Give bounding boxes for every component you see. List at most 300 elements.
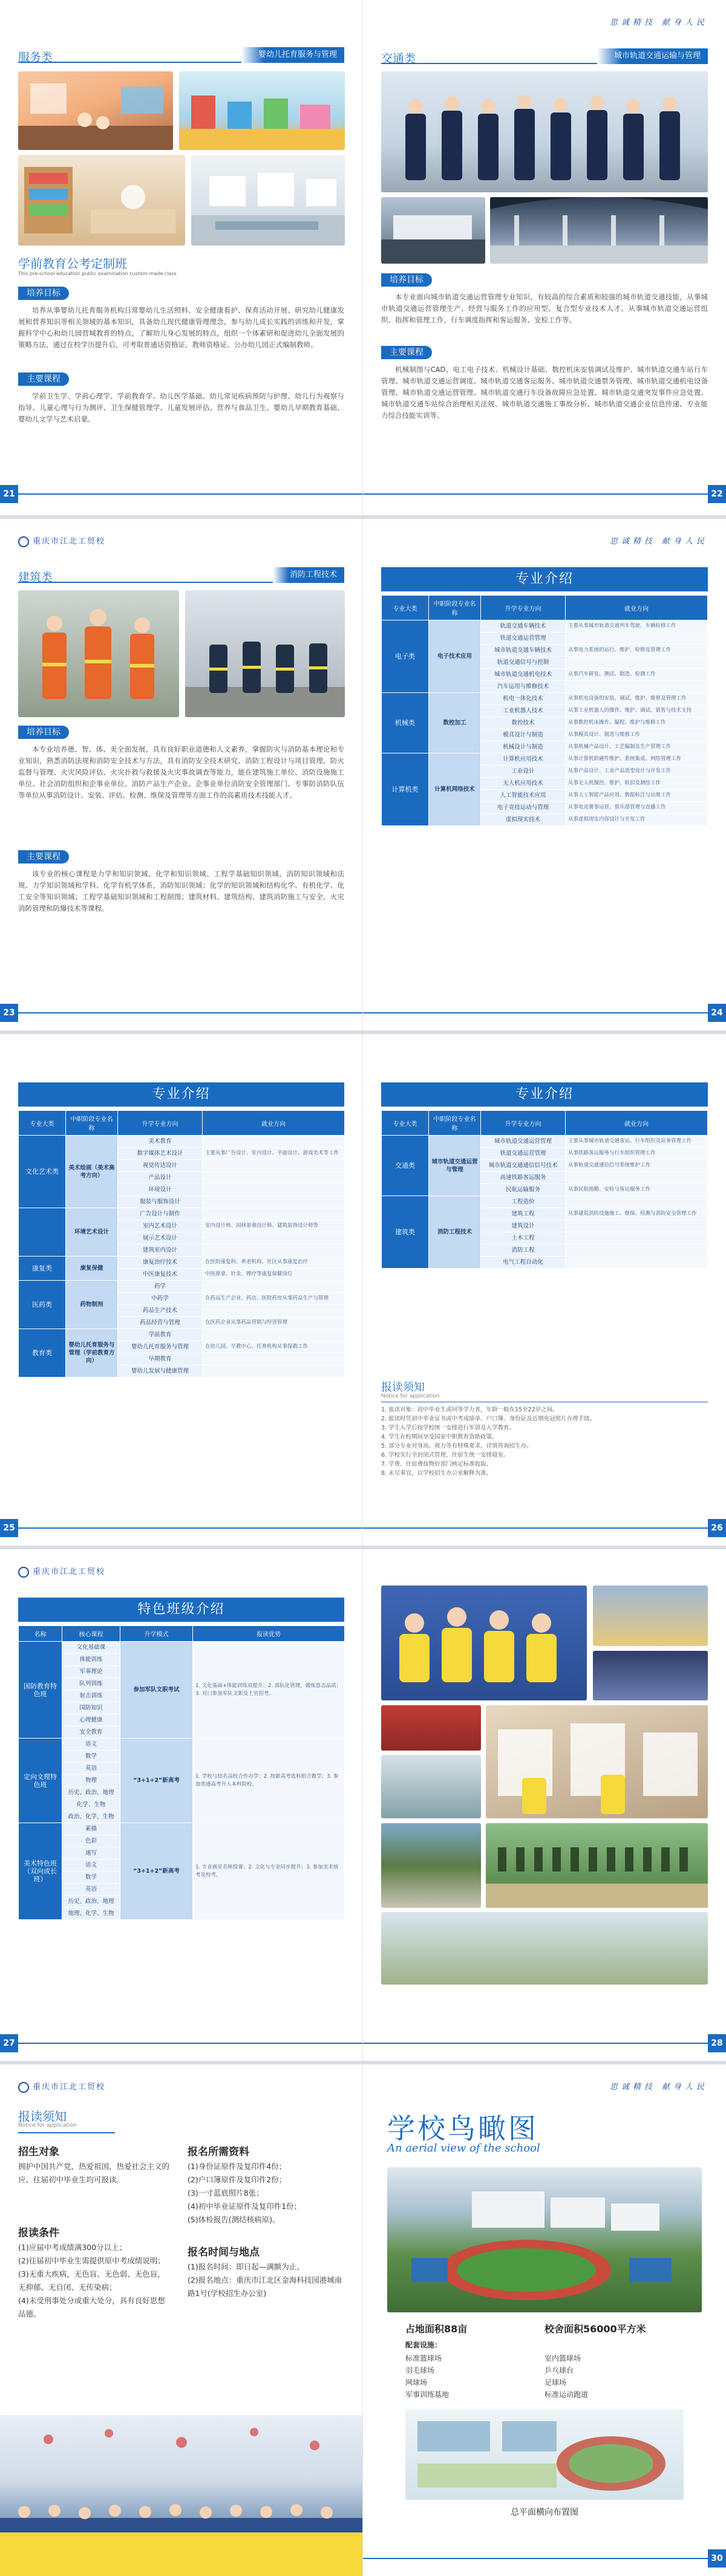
spread-25-26 xyxy=(0,1030,726,1546)
course-cell: 文化基础课 xyxy=(62,1642,120,1654)
table-row xyxy=(19,1136,345,1148)
course-text: 该专业的核心课程是力学和知识领域、化学和知识领域、工程学基础知识领域、消防知识领域和法规、力学知识领域和学科、化学有机学体系，消防知识领域；化学的知识领域和结构化学、有机化学、化工安全等知识领域；工程学基础知识领域和工程制图；建筑材料、建筑结构、建筑消防施工与安全、火灾消防管理和防爆技术等课程。 xyxy=(18,870,344,912)
school-motto: 思诚精技 献身人民 xyxy=(609,537,708,546)
job-cell: 从事模具设计、制造与维修工作 xyxy=(566,729,708,741)
job-cell: 从事无人机操控、维护、航拍及测绘工作 xyxy=(566,778,708,790)
course-heading: 主要课程 xyxy=(381,346,432,359)
notice-subtitle: Notice for application xyxy=(381,1393,440,1399)
course-cell: 军事理论 xyxy=(62,1666,120,1678)
fire-drill-photo xyxy=(185,590,345,717)
military-training-photo xyxy=(381,1823,481,1908)
job-cell xyxy=(203,1365,345,1377)
school-logo xyxy=(18,535,105,547)
art-class-illustration xyxy=(486,1705,708,1818)
job-cell xyxy=(203,1281,345,1293)
notice-subtitle: Notice for application xyxy=(18,2122,77,2129)
direction-cell: 数字媒体艺术设计 xyxy=(118,1148,203,1160)
class-name-cell: 国防教育特色班 xyxy=(19,1642,62,1738)
bottom-rule xyxy=(363,2558,708,2559)
drill-formation-photo xyxy=(486,1823,708,1908)
col-header: 名称 xyxy=(19,1626,62,1642)
school-name: 重庆市江北工贸校 xyxy=(33,537,106,546)
enroll-heading: 招生对象 xyxy=(18,2146,59,2158)
job-cell xyxy=(203,1329,345,1341)
spread-23-24 xyxy=(0,515,726,1030)
page-25 xyxy=(0,1034,363,1546)
job-cell xyxy=(566,1220,708,1232)
job-cell xyxy=(566,681,708,693)
course-cell: 色彩 xyxy=(62,1835,120,1847)
course-cell: 物理 xyxy=(62,1775,120,1787)
col-header: 升学专业方向 xyxy=(481,596,566,620)
direction-cell: 电子竞技运动与管理 xyxy=(481,802,566,814)
col-header: 就业方向 xyxy=(203,1111,345,1136)
site-plan-label: 总平面横向布置图 xyxy=(511,2508,578,2517)
table-row xyxy=(19,1642,345,1654)
art-room-illustration xyxy=(191,155,345,246)
slogan-subtitle: This pre-school education public examination custom-made class xyxy=(18,271,177,276)
bottom-rule xyxy=(18,1527,362,1529)
course-text: 学前卫生学、学前心理学、学前教育学、幼儿医学基础、幼儿常见疾病预防与护理、幼儿行为观察与指导、儿童心理与行为测评、卫生保健管理学、儿童发展评估、营养与食品卫生、婴幼儿早期教育基础、婴幼儿文学与艺术启蒙。 xyxy=(18,392,344,423)
condition-item: (1)应届中考成绩满300分以上； xyxy=(18,2243,127,2252)
page-number: 22 xyxy=(708,485,726,503)
job-cell xyxy=(566,657,708,669)
job-cell xyxy=(203,1353,345,1365)
category-cell: 机械类 xyxy=(382,693,429,753)
course-cell: 射击训练 xyxy=(62,1690,120,1702)
direction-cell: 环境设计 xyxy=(118,1184,203,1196)
direction-cell: 铁道交通运营管理 xyxy=(481,1148,566,1160)
job-cell xyxy=(203,1172,345,1184)
page-30 xyxy=(363,2064,726,2576)
facility-item: 羽毛球场 xyxy=(405,2366,435,2375)
bottom-rule xyxy=(18,2043,362,2044)
direction-cell: 轨道交通信号与控制 xyxy=(481,657,566,669)
col-header: 就业方向 xyxy=(566,1111,708,1136)
direction-cell: 药品生产技术 xyxy=(118,1305,203,1317)
job-cell: 从事产品设计、工业产品造型设计与开发工作 xyxy=(566,766,708,778)
table-row xyxy=(19,1823,345,1835)
major-table xyxy=(381,595,708,826)
condition-item: (2)往届初中毕业生需提供原中考成绩说明； xyxy=(18,2256,165,2265)
job-cell xyxy=(203,1160,345,1172)
major-cell: 电子技术应用 xyxy=(429,620,481,693)
students-group-photo xyxy=(381,1586,587,1700)
direction-cell: 城市轨道交通机电技术 xyxy=(481,669,566,681)
page-22 xyxy=(363,0,726,515)
direction-cell: 中医康复技术 xyxy=(118,1269,203,1281)
job-cell: 室内设计师、园林景观设计师、建筑装饰设计师等 xyxy=(203,1220,345,1232)
table-title: 特色班级介绍 xyxy=(18,1598,344,1622)
documents-item: (1)身份证原件及复印件4份； xyxy=(188,2162,287,2171)
lecture-photo xyxy=(381,1755,481,1818)
class-name-cell: 美术特色班（双向成长班） xyxy=(19,1823,62,1920)
table-title: 专业介绍 xyxy=(381,567,708,591)
course-cell: 历史、政治、地理 xyxy=(62,1896,120,1908)
job-cell xyxy=(203,1184,345,1196)
job-cell xyxy=(203,1232,345,1244)
notice-item: 2. 报读时凭初中毕业证书或中考成绩单、户口簿、身份证及近期免冠照片办理手续。 xyxy=(381,1416,596,1422)
uniform-staff-photo xyxy=(381,71,708,192)
job-cell: 从事人工智能产品应用、数据标注与运维工作 xyxy=(566,790,708,802)
job-cell: 在医药企业从事药品营销与经营管理 xyxy=(203,1317,345,1329)
job-cell: 从事电力系统的运行、维护、检修及管理工作 xyxy=(566,645,708,657)
category-cell: 交通类 xyxy=(382,1136,429,1196)
job-cell xyxy=(566,633,708,645)
goal-heading: 培养目标 xyxy=(381,273,432,287)
direction-cell: 人工智能技术应用 xyxy=(481,790,566,802)
notice-item: 6. 学校实行全封闭式管理，住宿生统一安排寝室。 xyxy=(381,1452,509,1459)
documents-item: (2)户口簿原件及复印件2份； xyxy=(188,2175,287,2184)
spread-21-22 xyxy=(0,0,726,515)
direction-cell: 美术教育 xyxy=(118,1136,203,1148)
direction-cell: 婴幼儿发展与健康管理 xyxy=(118,1365,203,1377)
section-tag: 婴幼儿托育服务与管理 xyxy=(241,47,344,63)
table-row xyxy=(19,1208,345,1220)
major-cell: 美术绘画（美术高考方向） xyxy=(66,1136,118,1208)
facilities-heading: 配套设施： xyxy=(405,2341,442,2349)
page-23 xyxy=(0,519,363,1030)
graduation-crowd-photo xyxy=(0,2415,363,2576)
school-motto: 思诚精技 献身人民 xyxy=(609,2083,708,2092)
table-body xyxy=(19,1136,345,1377)
facility-item: 乒乓球台 xyxy=(544,2366,574,2375)
school-motto: 思诚精技 献身人民 xyxy=(609,18,708,27)
art-room-photo xyxy=(191,155,345,246)
facility-item: 室内篮球场 xyxy=(544,2354,581,2363)
section-bar xyxy=(18,567,344,583)
major-cell: 康复保健 xyxy=(66,1257,118,1281)
direction-cell: 电气工程自动化 xyxy=(481,1257,566,1269)
time-place-item: (2)报名地点：重庆市江北区金海科技园港城南路1号(学校招生办公室) xyxy=(188,2275,342,2298)
direction-cell: 数控技术 xyxy=(481,717,566,729)
major-cell: 计算机网络技术 xyxy=(429,753,481,826)
bottom-rule xyxy=(18,493,362,495)
goal-text: 培养从事婴幼儿托育服务机构日常婴幼儿生活照料、安全健康看护、保育活动开展、研究幼儿健康发展和营养知识等相关领域的基本知识，具备幼儿现代健康管理理念，参与幼儿成长实践的训练和开发，掌握科学中心和幼儿园营城教育的特点，了解幼儿身心发展的特点，组织一个体素研和促进幼儿全面发展的策略方法，通过在校学历提升后，可考取普通话资格证、教师资格证、公办幼儿园正式编制教师。 xyxy=(18,306,344,349)
category-cell: 文化艺术类 xyxy=(19,1136,66,1208)
advantage-cell: 1. 学校与知名高校合作办学；2. 按新高考选科组合教学；3. 参加普通高考升入本科院校。 xyxy=(193,1738,345,1823)
notice-item: 1. 报读对象：初中毕业生或同等学力者，年龄一般在15至22岁之间。 xyxy=(381,1407,558,1413)
goal-heading: 培养目标 xyxy=(18,726,69,739)
advantage-cell: 1. 专业画室名师授课；2. 文化与专业同步提升；3. 参加美术统考及校考。 xyxy=(193,1823,345,1920)
course-cell: 地理、化学、生物 xyxy=(62,1908,120,1920)
course-heading: 主要课程 xyxy=(18,372,69,386)
condition-item: (3)无重大疾病，无色盲、无色弱、无色盲，无抑郁、无自闭、无传染病； xyxy=(18,2269,165,2292)
page-21 xyxy=(0,0,363,515)
direction-cell: 视觉传达设计 xyxy=(118,1160,203,1172)
course-cell: 英语 xyxy=(62,1884,120,1896)
job-cell: 在幼儿园、早教中心、托育机构从事保教工作 xyxy=(203,1341,345,1353)
enroll-text: 拥护中国共产党，热爱祖国，热爱社会主义的应、往届初中毕业生均可报读。 xyxy=(18,2162,170,2184)
page-24 xyxy=(363,519,726,1030)
course-text: 机械制图与CAD、电工电子技术、机械设计基础、数控机床安装调试及维护、城市轨道交通车站行车管理、城市轨道交通运营调度、城市轨道交通客运服务、城市轨道交通票务管理、城市轨道交通机电设备管理、城市轨道交通运营管理、城市轨道交通行车设备故障应急处置、城市轨道交通突发事件应急处置、城市轨道交通车站综合治理相关法规、城市轨道交通施工事故分析、城市轨道交通企业信息传递、专业能力综合技能实训等。 xyxy=(381,365,708,420)
school-name: 重庆市江北工贸校 xyxy=(33,1567,106,1576)
job-cell: 从事轨道交通通信信号系统维护工作 xyxy=(566,1160,708,1172)
facilities-left-list xyxy=(405,2352,449,2401)
firefighters-training-photo xyxy=(18,590,179,717)
col-header: 中职阶段专业名称 xyxy=(429,596,481,620)
facility-item: 足球场 xyxy=(544,2378,567,2387)
job-cell: 从事建筑消防设施施工、维保、检测与消防安全管理工作 xyxy=(566,1208,708,1220)
area-building: 校舍面积56000平方米 xyxy=(544,2323,646,2335)
aerial-subtitle: An aerial view of the school xyxy=(387,2142,540,2155)
page-28 xyxy=(363,1549,726,2061)
job-cell: 主要从事城市轨道交通列车驾驶、车辆检修工作 xyxy=(566,620,708,633)
direction-cell: 婴幼儿托育服务与管理 xyxy=(118,1341,203,1353)
course-cell: 英语 xyxy=(62,1763,120,1775)
direction-cell: 土木工程 xyxy=(481,1232,566,1244)
col-header: 专业大类 xyxy=(382,1111,429,1136)
table-row xyxy=(19,1329,345,1341)
col-header: 专业大类 xyxy=(19,1111,66,1136)
bottom-rule xyxy=(18,1012,362,1013)
school-seal-icon xyxy=(18,1567,29,1578)
notice-title: 报读须知 xyxy=(18,2109,67,2124)
direction-cell: 学前教育 xyxy=(118,1329,203,1341)
course-cell: 语文 xyxy=(62,1859,120,1872)
direction-cell: 康复治疗技术 xyxy=(118,1257,203,1269)
classroom-illustration xyxy=(18,71,173,150)
platform-illustration xyxy=(381,197,485,264)
page-number: 23 xyxy=(0,1004,18,1022)
major-table xyxy=(18,1110,345,1377)
col-header: 中职阶段专业名称 xyxy=(429,1111,481,1136)
slogan-title: 学前教育公考定制班 xyxy=(18,256,127,271)
table-body xyxy=(382,1136,708,1269)
site-plan-illustration xyxy=(405,2409,684,2500)
direction-cell: 工程造价 xyxy=(481,1196,566,1208)
job-cell xyxy=(566,1244,708,1257)
flag-raising-photo xyxy=(381,1705,481,1751)
section-title: 建筑类 xyxy=(18,571,53,584)
table-row xyxy=(19,1281,345,1293)
staff-illustration xyxy=(381,71,708,192)
playroom-photo xyxy=(179,71,345,150)
documents-heading: 报名所需资料 xyxy=(188,2146,249,2158)
mode-cell: “3+1+2”新高考 xyxy=(120,1738,193,1823)
class-activity-photo xyxy=(593,1586,708,1646)
job-cell: 中医推拿、针灸、理疗等康复保健岗位 xyxy=(203,1269,345,1281)
camp-photo xyxy=(381,1912,708,1985)
bottom-rule xyxy=(363,1527,708,1529)
page-27 xyxy=(0,1549,363,2061)
section-tag: 消防工程技术 xyxy=(273,567,344,583)
job-cell: 从事铁路客运服务与行车组织管理工作 xyxy=(566,1148,708,1160)
table-header xyxy=(382,596,708,620)
table-row xyxy=(19,1738,345,1751)
major-cell: 消防工程技术 xyxy=(429,1196,481,1269)
course-cell: 历史、政治、地理 xyxy=(62,1787,120,1799)
direction-cell: 建筑室内设计 xyxy=(118,1244,203,1257)
notice-rule xyxy=(18,2132,115,2133)
direction-cell: 早期教育 xyxy=(118,1353,203,1365)
job-cell xyxy=(566,1196,708,1208)
page-26 xyxy=(363,1034,726,1546)
fire-drill-illustration xyxy=(185,590,345,717)
table-header xyxy=(382,1111,708,1136)
direction-cell: 产品设计 xyxy=(118,1172,203,1184)
table-row xyxy=(19,1257,345,1269)
table-row xyxy=(382,1196,708,1208)
facilities-right-list xyxy=(544,2352,588,2401)
course-cell: 心理健康 xyxy=(62,1714,120,1726)
course-cell: 化学、生物 xyxy=(62,1799,120,1811)
direction-cell: 药学 xyxy=(118,1281,203,1293)
direction-cell: 城市轨道交通通信信号技术 xyxy=(481,1160,566,1172)
firefighters-illustration xyxy=(18,590,179,717)
site-plan-image xyxy=(405,2409,684,2500)
direction-cell: 模具设计与制造 xyxy=(481,729,566,741)
table-row xyxy=(382,693,708,705)
students-illustration xyxy=(381,1586,587,1700)
facility-item: 军事训练基地 xyxy=(405,2390,450,2399)
table-row xyxy=(382,620,708,633)
col-header: 报读优势 xyxy=(193,1626,345,1642)
page-number: 30 xyxy=(708,2549,726,2568)
direction-cell: 消防工程 xyxy=(481,1244,566,1257)
page-number: 28 xyxy=(708,2034,726,2052)
notice-item: 7. 学费、住宿费按物价部门核定标准收取。 xyxy=(381,1461,492,1468)
direction-cell: 工业设计 xyxy=(481,766,566,778)
job-cell: 从事民航地勤、安检与客运服务工作 xyxy=(566,1184,708,1196)
job-cell: 从事计算机软硬件维护、系统集成、网络管理工作 xyxy=(566,753,708,766)
job-cell xyxy=(203,1244,345,1257)
table-row xyxy=(382,753,708,766)
col-header: 核心课程 xyxy=(62,1626,120,1642)
job-cell: 从事数控机床操作、编程、维护与维修工作 xyxy=(566,717,708,729)
job-cell: 从事机械产品设计、工艺编制及生产管理工作 xyxy=(566,741,708,753)
job-cell: 从事机电设备的安装、调试、维护、维修及管理工作 xyxy=(566,693,708,705)
direction-cell: 服装与服饰设计 xyxy=(118,1196,203,1208)
page-number: 27 xyxy=(0,2034,18,2052)
feature-class-table xyxy=(18,1625,345,1920)
table-header xyxy=(19,1111,345,1136)
table-row xyxy=(382,1136,708,1148)
job-cell: 从事虚拟现实内容设计与开发工作 xyxy=(566,814,708,826)
job-cell: 在药品生产企业、药店、医院药房从事药品生产与管理 xyxy=(203,1293,345,1305)
playroom-illustration xyxy=(179,71,345,150)
table-body xyxy=(382,620,708,826)
direction-cell: 广告设计与制作 xyxy=(118,1208,203,1220)
condition-item: (4)未受刑事处分或重大处分，具有良好思想品德。 xyxy=(18,2296,165,2318)
job-cell: 主要从事广告设计、室内设计、平面设计、游戏美术等工作 xyxy=(203,1148,345,1160)
notice-item: 8. 未尽事宜，以学校招生办公室解释为准。 xyxy=(381,1470,492,1477)
job-cell xyxy=(566,1232,708,1244)
time-place-list xyxy=(188,2260,345,2300)
job-cell xyxy=(566,1172,708,1184)
job-cell: 在医院康复科、养老机构、社区从事康复治疗 xyxy=(203,1257,345,1269)
category-cell xyxy=(19,1208,66,1257)
page-29 xyxy=(0,2064,363,2576)
course-cell: 政治、化学、生物 xyxy=(62,1811,120,1823)
table-title: 专业介绍 xyxy=(18,1082,344,1107)
station-illustration xyxy=(490,197,708,264)
direction-cell: 建筑设计 xyxy=(481,1220,566,1232)
spread-27-28 xyxy=(0,1546,726,2061)
table-header xyxy=(19,1626,345,1642)
aerial-view-photo xyxy=(387,2167,702,2312)
school-seal-icon xyxy=(18,536,29,547)
category-cell: 建筑类 xyxy=(382,1196,429,1269)
class-name-cell: 定向文理特色班 xyxy=(19,1738,62,1823)
major-cell: 药物制剂 xyxy=(66,1281,118,1329)
notice-list xyxy=(381,1405,708,1478)
goal-text: 本专业面向城市轨道交通运营管理专业知识，有较高的综合素质和较强的城市轨道交通技能，从事城市轨道交通运营管理生产、经营与服务工作的应用型、复合型专业技术人才。从事城市轨道交通运营组织、指挥和管理工作，行车调度指挥和客运服务、安检工作等。 xyxy=(381,293,708,324)
goal-text: 本专业培养德、智、体、美全面发展，具有良好职业道德和人文素养，掌握防灾与消防基本理论和专业知识，熟悉消防法规和消防安全技术与方法，具有消防安全技术研究、消防工程设计与项目管理、防火监督与管理、火灾风险评估、火灾扑救与救援及火灾事故调查等能力，能在建筑施工单位、消防设施施工单位、社会消防组织和企事业单位、消防产品生产企业、企事业单位消防安全管理部门、专事防消防队伍等单位从事消防设计、安装、评估、检测、维保及管理等方面工作的高素质技术技能人才。 xyxy=(18,745,344,799)
course-cell: 数学 xyxy=(62,1872,120,1884)
condition-list xyxy=(18,2241,169,2321)
col-header: 升学模式 xyxy=(120,1626,193,1642)
aerial-title: 学校鸟瞰图 xyxy=(387,2112,538,2145)
advantage-cell: 1. 文化基础+体能训练双提升；2. 部队化管理，锻炼意志品质；3. 对口参加军队文职及士官招考。 xyxy=(193,1642,345,1738)
classroom-photo xyxy=(18,71,173,150)
job-cell xyxy=(203,1196,345,1208)
category-cell: 康复类 xyxy=(19,1257,66,1281)
spread-29-30 xyxy=(0,2061,726,2576)
direction-cell: 无人机应用技术 xyxy=(481,778,566,790)
job-cell: 从事汽车研发、测试、制造、检测工作 xyxy=(566,669,708,681)
metro-station-photo xyxy=(490,197,708,264)
page-number: 25 xyxy=(0,1519,18,1537)
library-photo xyxy=(18,155,185,246)
category-cell: 教育类 xyxy=(19,1329,66,1377)
direction-cell: 建筑工程 xyxy=(481,1208,566,1220)
direction-cell: 城市轨道交通车辆技术 xyxy=(481,645,566,657)
page-number: 24 xyxy=(708,1004,726,1022)
job-cell xyxy=(566,1257,708,1269)
col-header: 专业大类 xyxy=(382,596,429,620)
direction-cell: 计算机应用技术 xyxy=(481,753,566,766)
direction-cell: 展示艺术设计 xyxy=(118,1232,203,1244)
job-cell xyxy=(203,1305,345,1317)
facility-item: 标准篮球场 xyxy=(405,2354,442,2363)
metro-platform-photo xyxy=(381,197,485,264)
job-cell: 从事工业机器人的操作、维护、调试、销售与技术支持 xyxy=(566,705,708,717)
major-cell: 城市轨道交通运营与管理 xyxy=(429,1136,481,1196)
school-seal-icon xyxy=(18,2082,29,2093)
time-place-heading: 报名时间与地点 xyxy=(188,2246,260,2259)
major-cell: 婴幼儿托育服务与管理（学前教育方向） xyxy=(66,1329,118,1377)
area-land: 占地面积88亩 xyxy=(405,2323,468,2335)
page-number: 26 xyxy=(708,1519,726,1537)
time-place-item: (1)报名时间：即日起—满额为止。 xyxy=(188,2262,304,2271)
notice-item: 3. 学生入学后按学校统一安排进行军训及入学教育。 xyxy=(381,1425,515,1431)
direction-cell: 高速铁路客运服务 xyxy=(481,1172,566,1184)
course-cell: 国防知识 xyxy=(62,1702,120,1714)
documents-item: (5)体检报告(测结核病原)。 xyxy=(188,2215,280,2224)
col-header: 升学专业方向 xyxy=(481,1111,566,1136)
category-cell: 医药类 xyxy=(19,1281,66,1329)
section-bar xyxy=(18,47,344,63)
page-number: 21 xyxy=(0,485,18,503)
table-title: 专业介绍 xyxy=(381,1082,708,1107)
direction-cell: 虚拟现实技术 xyxy=(481,814,566,826)
course-cell: 数学 xyxy=(62,1751,120,1763)
major-table xyxy=(381,1110,708,1269)
direction-cell: 民航运输服务 xyxy=(481,1184,566,1196)
section-title: 交通类 xyxy=(381,52,416,65)
bottom-rule xyxy=(363,1012,708,1013)
aerial-illustration xyxy=(387,2167,702,2312)
notice-title: 报读须知 xyxy=(381,1381,425,1394)
art-class-photo xyxy=(486,1705,708,1818)
facility-item: 网球场 xyxy=(405,2378,428,2387)
bottom-rule xyxy=(363,2043,708,2044)
course-cell: 队列训练 xyxy=(62,1678,120,1690)
course-heading: 主要课程 xyxy=(18,850,69,864)
documents-list xyxy=(188,2160,345,2226)
course-cell: 素描 xyxy=(62,1823,120,1835)
